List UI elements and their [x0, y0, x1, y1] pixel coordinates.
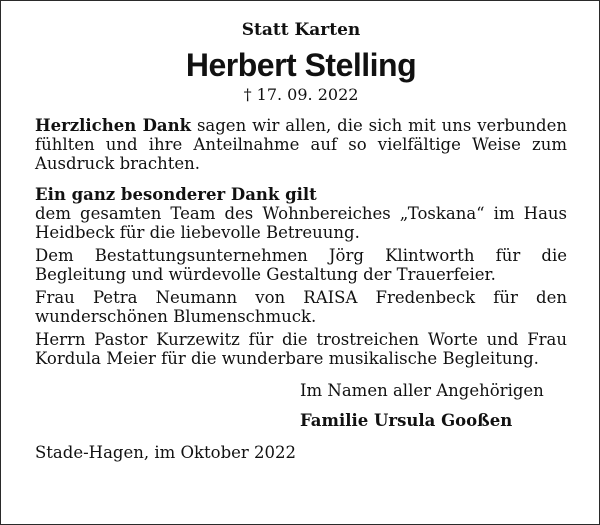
place-date: Stade-Hagen, im Oktober 2022: [35, 443, 297, 462]
on-behalf-line: Im Namen aller Angehörigen: [300, 381, 544, 400]
intro-bold-text: Herzlichen Dank: [35, 116, 192, 135]
thanks-pastor-music: Herrn Pastor Kurzewitz für die trostreichen Worte und Frau Kordula Meier für die wunderbare musikalische Begleitung.: [35, 330, 567, 368]
top-line: Statt Karten: [241, 20, 361, 40]
intro-paragraph: [35, 116, 567, 173]
deceased-name: Herbert Stelling: [185, 47, 417, 83]
thanks-funeral-home: Dem Bestattungsunternehmen Jörg Klintworth für die Begleitung und würdevolle Gestaltung der Trauerfeier.: [35, 246, 567, 284]
death-date: † 17. 09. 2022: [243, 85, 359, 104]
thanks-team: dem gesamten Team des Wohnbereiches „Toskana“ im Haus Heidbeck für die liebevolle Betreuung.: [35, 204, 567, 242]
intro-rest-text: sagen wir allen, die sich mit uns verbunden fühlten und ihre Anteilnahme auf so vielfältige Weise zum Ausdruck brachten.: [35, 116, 567, 173]
family-name: Familie Ursula Gooßen: [300, 411, 513, 430]
thanks-florist: Frau Petra Neumann von RAISA Fredenbeck für den wunderschönen Blumenschmuck.: [35, 288, 567, 326]
notice-content: [35, 19, 567, 463]
special-thanks-heading: Ein ganz besonderer Dank gilt: [35, 185, 317, 204]
